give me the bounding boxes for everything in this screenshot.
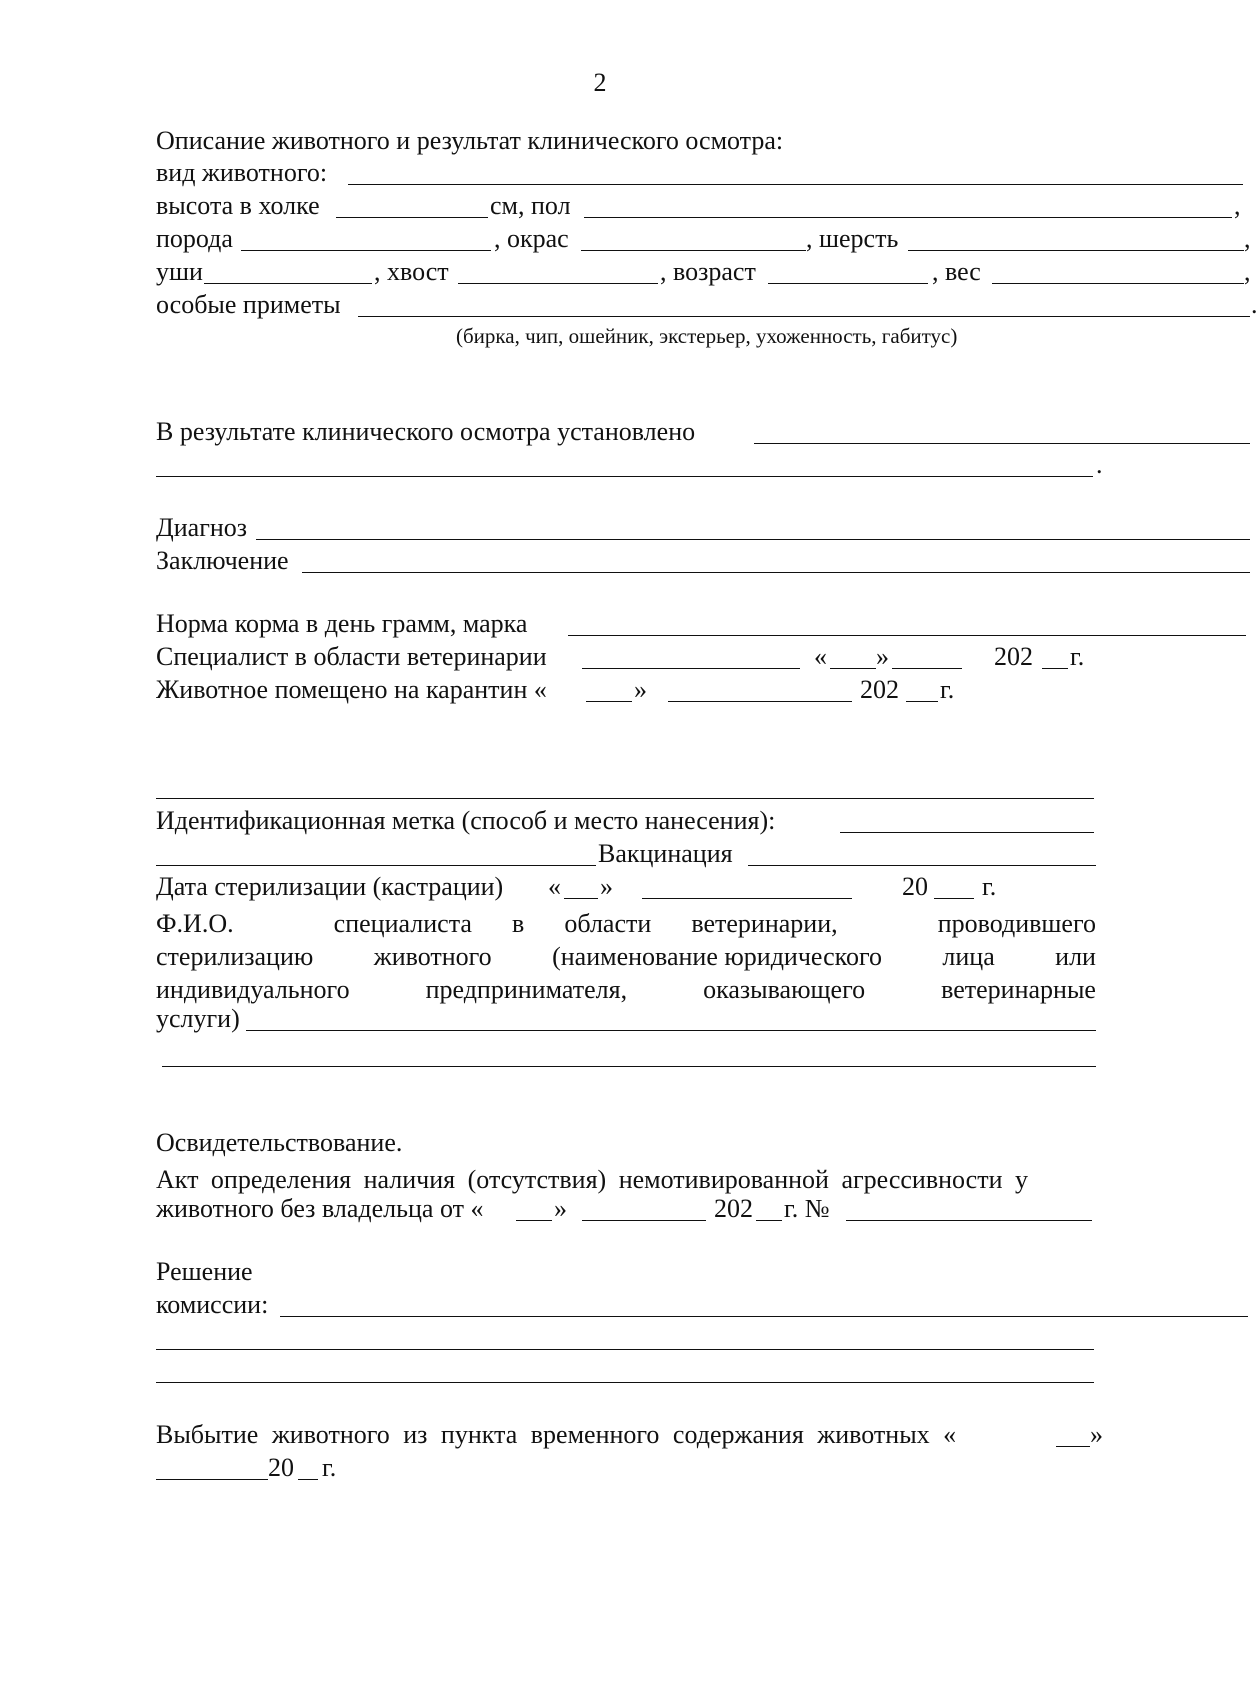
weight-field[interactable] xyxy=(992,283,1244,284)
result-field[interactable] xyxy=(754,443,1250,444)
close-quote: » xyxy=(634,675,647,704)
sex-field[interactable] xyxy=(584,217,1232,218)
result-field-2[interactable] xyxy=(156,476,1093,477)
age-field[interactable] xyxy=(768,283,928,284)
height-field[interactable] xyxy=(336,217,488,218)
ears-label: уши xyxy=(156,257,203,286)
quarantine-label: Животное помещено на карантин « xyxy=(156,675,547,704)
act-from-label: животного без владельца от « xyxy=(156,1194,484,1223)
specialist-day-field[interactable] xyxy=(830,668,876,669)
specialist-label: Специалист в области ветеринарии xyxy=(156,642,547,671)
specialist-name-field[interactable] xyxy=(582,668,800,669)
sterilization-row xyxy=(156,872,1096,904)
year-prefix: 202 xyxy=(714,1194,753,1223)
height-sex-row xyxy=(156,191,1241,223)
blank-field[interactable] xyxy=(156,798,1094,799)
fio-line-4 xyxy=(156,1004,1096,1036)
fio-word: ветеринарии, xyxy=(691,909,838,938)
sterilization-year-field[interactable] xyxy=(934,898,974,899)
diagnosis-label: Диагноз xyxy=(156,513,248,542)
fio-row-2 xyxy=(156,1040,1096,1072)
ears-field[interactable] xyxy=(204,283,372,284)
certification-title: Освидетельствование. xyxy=(156,1128,403,1157)
diagnosis-field[interactable] xyxy=(256,539,1250,540)
year-prefix: 202 xyxy=(994,642,1033,671)
act-row xyxy=(156,1161,1096,1193)
quarantine-day-field[interactable] xyxy=(586,701,632,702)
conclusion-row xyxy=(156,546,1096,578)
breed-row xyxy=(156,224,1251,256)
departure-day-field[interactable] xyxy=(1056,1446,1090,1447)
result-label: В результате клинического осмотра установлено xyxy=(156,417,696,446)
year-suffix: г. xyxy=(322,1453,337,1482)
vaccination-pre-field[interactable] xyxy=(156,865,596,866)
weight-label: , вес xyxy=(932,257,981,286)
ident-label: Идентификационная метка (способ и место нанесения): xyxy=(156,806,776,835)
height-label: высота в холке xyxy=(156,191,320,220)
breed-label: порода xyxy=(156,224,233,253)
vaccination-field[interactable] xyxy=(748,865,1096,866)
fio-field-2[interactable] xyxy=(162,1066,1096,1067)
departure-row xyxy=(156,1420,1103,1452)
decision-row-3 xyxy=(156,1323,1096,1355)
act-day-field[interactable] xyxy=(516,1220,552,1221)
fio-line-3 xyxy=(156,971,1096,1003)
fio-word: предпринимателя, xyxy=(425,975,628,1004)
services-label: услуги) xyxy=(156,1004,240,1033)
open-quote: « xyxy=(814,642,827,671)
marks-label: особые приметы xyxy=(156,290,341,319)
coat-field[interactable] xyxy=(908,250,1244,251)
quarantine-month-field[interactable] xyxy=(668,701,852,702)
tail-label: , хвост xyxy=(374,257,449,286)
decision-row xyxy=(156,1257,1096,1289)
act-year-field[interactable] xyxy=(756,1220,782,1221)
departure-year-field[interactable] xyxy=(298,1479,318,1480)
act-date-row xyxy=(156,1194,1096,1226)
specialist-month-field[interactable] xyxy=(892,668,962,669)
result-row-2 xyxy=(156,450,1103,482)
comma: , xyxy=(1244,257,1251,286)
close-quote: » xyxy=(554,1194,567,1223)
quarantine-year-field[interactable] xyxy=(906,701,938,702)
year-prefix: 202 xyxy=(860,675,899,704)
coat-label: , шерсть xyxy=(806,224,899,253)
comma: , xyxy=(1244,224,1251,253)
sterilization-day-field[interactable] xyxy=(564,898,598,899)
act-month-field[interactable] xyxy=(582,1220,706,1221)
decision-label: Решение xyxy=(156,1257,253,1286)
page-number: 2 xyxy=(593,68,607,97)
decision-field[interactable] xyxy=(280,1316,1248,1317)
fio-word: специалиста xyxy=(333,909,472,938)
age-label: , возраст xyxy=(660,257,756,286)
fio-word: оказывающего xyxy=(703,975,866,1004)
blank-row xyxy=(156,772,1096,804)
fio-word: или xyxy=(1055,942,1096,971)
marks-hint: (бирка, чип, ошейник, экстерьер, ухоженность, габитус) xyxy=(456,324,958,348)
feed-field[interactable] xyxy=(568,635,1246,636)
tail-field[interactable] xyxy=(458,283,658,284)
departure-label: Выбытие животного из пункта временного содержания животных « xyxy=(156,1420,957,1449)
fio-word: области xyxy=(564,909,652,938)
year-suffix: г. xyxy=(982,872,997,901)
exam-heading-row xyxy=(156,126,1096,158)
fio-word: Ф.И.О. xyxy=(156,909,234,938)
year-prefix: 20 xyxy=(902,872,928,901)
fio-word: в xyxy=(512,909,525,938)
fio-word: индивидуального xyxy=(156,975,350,1004)
vaccination-row xyxy=(156,839,1096,871)
conclusion-label: Заключение xyxy=(156,546,289,575)
exam-heading: Описание животного и результат клинического осмотра: xyxy=(156,126,784,155)
decision-field-2[interactable] xyxy=(156,1349,1094,1350)
departure-month-field[interactable] xyxy=(156,1479,268,1480)
act-number-field[interactable] xyxy=(846,1220,1092,1221)
open-quote: « xyxy=(548,872,561,901)
fio-word: (наименование юридического xyxy=(552,942,882,971)
vaccination-label: Вакцинация xyxy=(598,839,733,868)
fio-line-1 xyxy=(156,905,1096,937)
species-label: вид животного: xyxy=(156,158,328,187)
species-row xyxy=(156,158,1096,190)
fio-word: животного xyxy=(373,942,492,971)
departure-date-row xyxy=(156,1453,1096,1485)
year-prefix: 20 xyxy=(268,1453,294,1482)
color-field[interactable] xyxy=(581,250,806,251)
fio-word: лица xyxy=(942,942,995,971)
close-quote: » xyxy=(1090,1420,1103,1449)
quarantine-row xyxy=(156,675,1096,707)
decision-row-4 xyxy=(156,1356,1096,1388)
fio-field[interactable] xyxy=(246,1030,1096,1031)
close-quote: » xyxy=(876,642,889,671)
marks-field[interactable] xyxy=(358,316,1250,317)
sterilization-label: Дата стерилизации (кастрации) xyxy=(156,872,504,901)
result-row xyxy=(156,417,1096,449)
fio-line-2 xyxy=(156,938,1096,970)
close-quote: » xyxy=(600,872,613,901)
marks-row xyxy=(156,290,1258,322)
decision-field-3[interactable] xyxy=(156,1382,1094,1383)
decision-row-2 xyxy=(156,1290,1096,1322)
dot: . xyxy=(1251,290,1258,319)
year-suffix: г. xyxy=(1070,642,1085,671)
feed-row xyxy=(156,609,1096,641)
species-field[interactable] xyxy=(348,184,1243,185)
sterilization-month-field[interactable] xyxy=(642,898,852,899)
specialist-year-field[interactable] xyxy=(1042,668,1068,669)
breed-field[interactable] xyxy=(241,250,491,251)
act-text: Акт определения наличия (отсутствия) немотивированной агрессивности у xyxy=(156,1165,1028,1194)
number-label: г. № xyxy=(784,1194,830,1223)
specialist-row xyxy=(156,642,1096,674)
ears-row xyxy=(156,257,1251,289)
certification-row xyxy=(156,1128,1096,1160)
diagnosis-row xyxy=(156,513,1096,545)
ident-field[interactable] xyxy=(840,832,1094,833)
feed-label: Норма корма в день грамм, марка xyxy=(156,609,528,638)
color-label: , окрас xyxy=(494,224,569,253)
cm-sex-label: см, пол xyxy=(490,191,571,220)
ident-row xyxy=(156,806,1096,838)
conclusion-field[interactable] xyxy=(302,572,1250,573)
fio-word: ветеринарные xyxy=(941,975,1096,1004)
commission-label: комиссии: xyxy=(156,1290,269,1319)
year-suffix: г. xyxy=(940,675,955,704)
fio-word: стерилизацию xyxy=(156,942,314,971)
dot: . xyxy=(1096,450,1103,479)
fio-word: проводившего xyxy=(937,909,1096,938)
comma: , xyxy=(1234,191,1241,220)
